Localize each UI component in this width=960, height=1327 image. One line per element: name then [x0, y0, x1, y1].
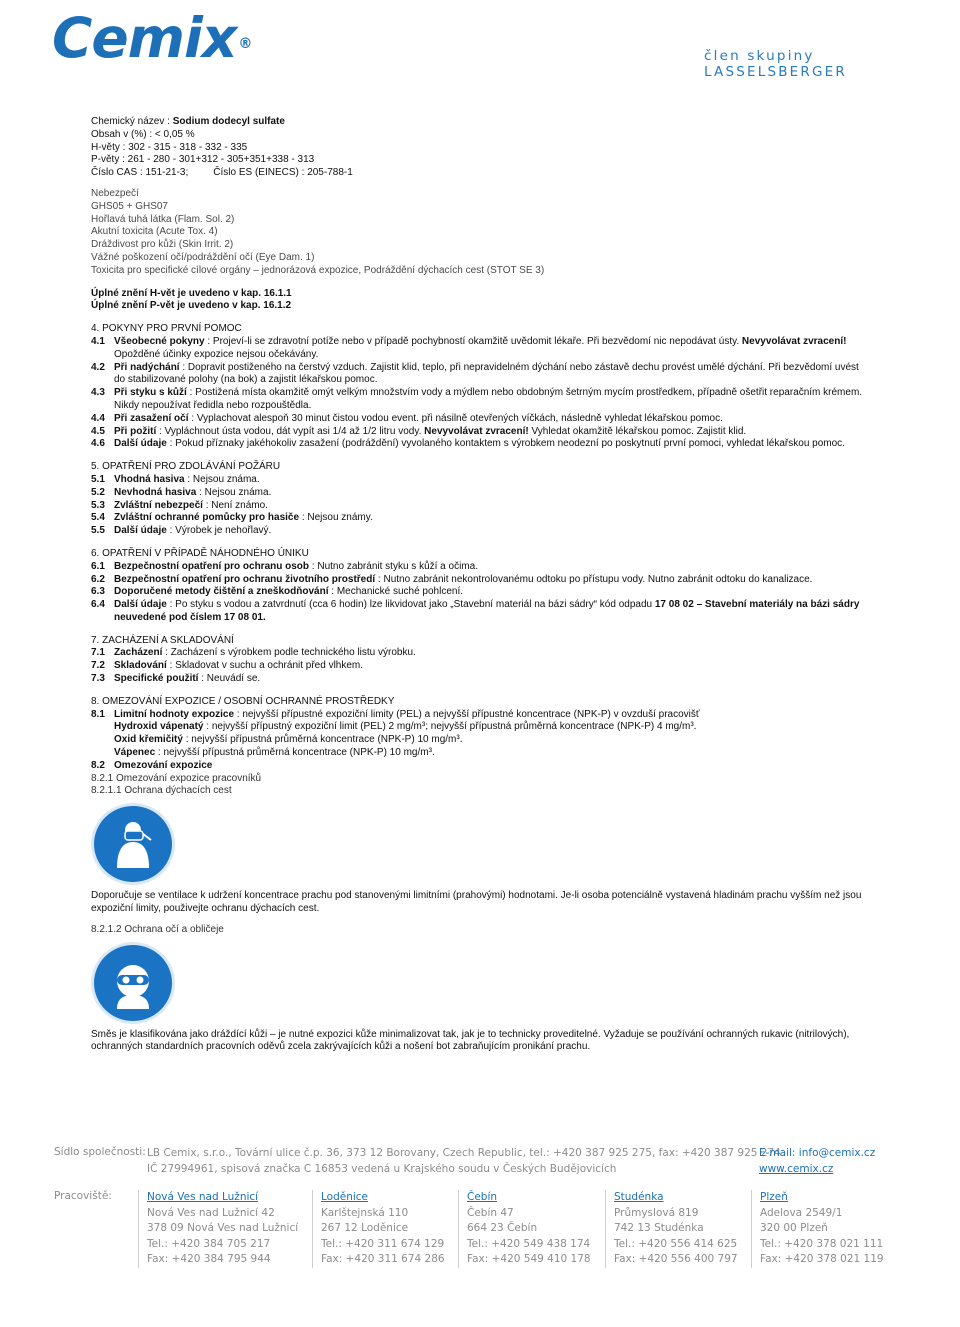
document-body [91, 116, 871, 1054]
content-line: Obsah v (%) : < 0,05 % [91, 128, 195, 140]
subsection-8-2-1: 8.2.1 Omezování expozice pracovníků [91, 772, 262, 784]
hazard-line: Akutní toxicita (Acute Tox. 4) [91, 226, 218, 238]
p-phrases-line: P-věty : 261 - 280 - 301+312 - 305+351+338 - 313 [91, 154, 315, 166]
cas-es-line: Číslo CAS : 151-21-3; Číslo ES (EINECS) : 205-788-1 [91, 167, 353, 179]
list-item: 6.1 Bezpečnostní opatření pro ochranu osob : Nutno zabránit styku s kůží a očima. [91, 560, 478, 572]
hazard-line: Vážné poškození očí/podráždění očí (Eye Dam. 1) [91, 251, 315, 263]
site-name: Nová Ves nad Lužnicí [147, 1191, 259, 1203]
site-tel: Tel.: +420 384 705 217 [147, 1237, 271, 1250]
site-name: Čebín [467, 1191, 498, 1203]
hazard-line: Nebezpečí [91, 187, 139, 199]
site-column [138, 1190, 298, 1268]
section-5-title: 5. OPATŘENÍ PRO ZDOLÁVÁNÍ POŽÁRU [91, 461, 281, 473]
list-item: 5.4 Zvláštní ochranné pomůcky pro hasiče : Nejsou známy. [91, 512, 373, 524]
list-item: 6.4 Další údaje : Po styku s vodou a zatvrdnutí (cca 6 hodin) lze likvidovat jako „Stavební materiál na bázi sádry“ kód odpadu 17 08 02 – Stavební materiály na bázi sádry neuvedené pod číslem 17 08 01. [91, 599, 860, 623]
group-tagline: člen skupiny LASSELSBERGER [704, 48, 847, 80]
site-name: Plzeň [760, 1191, 788, 1203]
h-phrases-line: H-věty : 302 - 315 - 318 - 332 - 335 [91, 141, 248, 153]
site-name: Studénka [614, 1191, 664, 1203]
list-item: 4.3 Při styku s kůží : Postižená místa okamžitě omýt velkým množstvím vody a mýdlem nebo obdobným šetrným mycím prostředkem, případně ošetřit reparačním krémem. Nikdy nepoužívat ředidla nebo rozpouštědla. [91, 387, 863, 411]
goggles-icon-graphic [105, 955, 161, 1011]
skin-protection-text: Směs je klasifikována jako dráždící kůži – je nutné expozici kůže minimalizovat tak, jak je to technicky proveditelné. Vyžaduje se používání ochranných rukavic (nitrilových), ochranných standardních pracovních oděvů zcela zakrývajících kůži a nošení bot zabraňujícím pronikání prachu. [91, 1028, 850, 1053]
hq-address [147, 1146, 781, 1177]
site-tel: Tel.: +420 549 438 174 [467, 1237, 591, 1250]
goggles-icon [94, 945, 172, 1021]
site-column [605, 1190, 738, 1268]
section-4-title: 4. POKYNY PRO PRVNÍ POMOC [91, 323, 242, 335]
hazard-line: Dráždivost pro kůži (Skin Irrit. 2) [91, 239, 234, 251]
site-street: Adelova 2549/1 [760, 1206, 843, 1219]
hazard-classification [91, 188, 871, 278]
site-column [312, 1190, 445, 1268]
list-item: 7.1 Zacházení : Zacházení s výrobkem podle technického listu výrobku. [91, 647, 416, 659]
list-item: 6.2 Bezpečnostní opatření pro ochranu životního prostředí : Nutno zabránit nekontrolovanému odtoku po přístupu vody. Nutno zabránit odtoku do kanalizace. [91, 573, 813, 585]
cemix-logo: Cemix ® [52, 6, 252, 70]
hq-label: Sídlo společnosti: [54, 1146, 146, 1158]
site-city: 320 00 Plzeň [760, 1222, 828, 1234]
limit-limestone: Vápenec : nejvyšší přípustná průměrná koncentrace (NPK-P) 10 mg/m³. [114, 747, 435, 759]
list-item: 8.1 Limitní hodnoty expozice : nejvyšší přípustné expoziční limity (PEL) a nejvyšší přípustné koncentrace (NPK-P) v ovzduší pracovišť [91, 708, 700, 720]
sites-label: Pracoviště: [54, 1190, 112, 1202]
web-link[interactable]: www.cemix.cz [759, 1162, 834, 1175]
site-fax: Fax: +420 378 021 119 [760, 1253, 884, 1265]
contact-block [759, 1146, 875, 1177]
site-city: 378 09 Nová Ves nad Lužnicí [147, 1222, 299, 1234]
site-tel: Tel.: +420 556 414 625 [614, 1237, 738, 1250]
list-item: 5.3 Zvláštní nebezpečí : Není známo. [91, 499, 268, 511]
site-street: Průmyslová 819 [614, 1206, 699, 1219]
list-item: 4.6 Další údaje : Pokud příznaky jakéhokoliv zasažení (podráždění) vyvolaného kontaktem s výrobkem neodezní po poskytnutí první pomoci, vyhledat lékařskou pomoc. [91, 438, 845, 450]
respirator-icon [94, 806, 172, 882]
site-street: Nová Ves nad Lužnicí 42 [147, 1206, 275, 1219]
hazard-line: GHS05 + GHS07 [91, 200, 168, 212]
subsection-8-2-1-2: 8.2.1.2 Ochrana očí a obličeje [91, 923, 224, 935]
limit-silica: Oxid křemičitý : nejvyšší přípustná průměrná koncentrace (NPK-P) 10 mg/m³. [114, 734, 463, 746]
list-item: 5.2 Nevhodná hasiva : Nejsou známa. [91, 486, 272, 498]
site-city: 267 12 Loděnice [321, 1222, 409, 1234]
email-link[interactable]: E-mail: info@cemix.cz [759, 1147, 876, 1159]
list-item: 5.1 Vhodná hasiva : Nejsou známa. [91, 473, 260, 485]
section-6-title: 6. OPATŘENÍ V PŘÍPADĚ NÁHODNÉHO ÚNIKU [91, 547, 309, 559]
site-fax: Fax: +420 311 674 286 [321, 1253, 445, 1265]
hazard-line: Toxicita pro specifické cílové orgány – jednorázová expozice, Podráždění dýchacích cest (STOT SE 3) [91, 264, 545, 276]
site-city: 664 23 Čebín [467, 1222, 538, 1234]
site-city: 742 13 Studénka [614, 1222, 704, 1234]
respiratory-protection-text: Doporučuje se ventilace k udržení koncentrace prachu pod stanovenými limitními (prahovými) hodnotami. Je-li osoba potenciálně vystavená hladinám prachu vyšším než jsou expoziční limity, použivejte ochranu dýchacích cest. [91, 890, 862, 915]
hazard-line: Hořlavá tuhá látka (Flam. Sol. 2) [91, 213, 235, 225]
site-tel: Tel.: +420 378 021 111 [760, 1237, 884, 1250]
subsection-8-2-1-1: 8.2.1.1 Ochrana dýchacích cest [91, 785, 232, 797]
registered-mark: ® [238, 36, 252, 52]
list-item: 7.2 Skladování : Skladovat v suchu a ochránit před vlhkem. [91, 660, 364, 672]
site-name: Loděnice [321, 1191, 369, 1203]
hq-line-1: LB Cemix, s.r.o., Tovární ulice č.p. 36, 373 12 Borovany, Czech Republic, tel.: +420 387 925 275, fax: +420 387 925 274 [147, 1147, 781, 1159]
list-item: 4.2 Při nadýchání : Dopravit postiženého na čerstvý vzduch. Zajistit klid, teplo, při nepravidelném dýchání nebo zástavě dechu provést umělé dýchání. Při bezvědomí uvést do stabilizované polohy (na bok) a zajistit lékařskou pomoc. [91, 361, 859, 386]
full-p-note: Úplné znění P-vět je uvedeno v kap. 16.1.2 [91, 300, 292, 312]
list-item: 4.4 Při zasažení očí : Vyplachovat alespoň 30 minut čistou vodou event. při násilně otevřených víčkách, následně vyhledat lékařskou pomoc. [91, 412, 723, 424]
list-item: 6.3 Doporučené metody čištění a zneškodňování : Mechanické suché pohlcení. [91, 586, 464, 598]
list-item: 7.3 Specifické použití : Neuvádí se. [91, 673, 261, 685]
site-fax: Fax: +420 549 410 178 [467, 1253, 591, 1265]
site-street: Karlštejnská 110 [321, 1206, 409, 1219]
site-fax: Fax: +420 384 795 944 [147, 1253, 271, 1265]
limit-hydroxide: Hydroxid vápenatý : nejvyšší přípustný expoziční limit (PEL) 2 mg/m³; nejvyšší přípustná průměrná koncentrace (NPK-P) 4 mg/m³. [114, 721, 697, 733]
site-tel: Tel.: +420 311 674 129 [321, 1237, 445, 1250]
section-7-title: 7. ZACHÁZENÍ A SKLADOVÁNÍ [91, 634, 234, 646]
chemical-name-line: Chemický název : Sodium dodecyl sulfate [91, 116, 285, 127]
list-item: 5.5 Další údaje : Výrobek je nehořlavý. [91, 525, 272, 537]
site-street: Čebín 47 [467, 1206, 514, 1219]
list-item: 8.2 Omezování expozice [91, 759, 213, 771]
hq-line-2: IČ 27994961, spisová značka C 16853 vedená u Krajského soudu v Českých Budějovicích [147, 1162, 617, 1175]
site-column [458, 1190, 591, 1268]
list-item: 4.1 Všeobecné pokyny : Projeví-li se zdravotní potíže nebo v případě pochybností okamžitě uvědomit lékaře. Při bezvědomí nic nepodávat ústy. Nevyvolávat zvracení! Opožděné účinky expozice nejsou očekávány. [91, 335, 847, 360]
site-column [751, 1190, 884, 1268]
section-8-title: 8. OMEZOVÁNÍ EXPOZICE / OSOBNÍ OCHRANNÉ PROSTŘEDKY [91, 695, 395, 707]
full-h-note: Úplné znění H-vět je uvedeno v kap. 16.1.1 [91, 287, 292, 299]
respirator-icon-graphic [105, 816, 161, 872]
site-fax: Fax: +420 556 400 797 [614, 1253, 738, 1265]
list-item: 4.5 Při požití : Vypláchnout ústa vodou, dát vypít asi 1/4 až 1/2 litru vody. Nevyvolávat zvracení! Vyhledat okamžitě lékařskou pomoc. Zajistit klid. [91, 425, 747, 437]
